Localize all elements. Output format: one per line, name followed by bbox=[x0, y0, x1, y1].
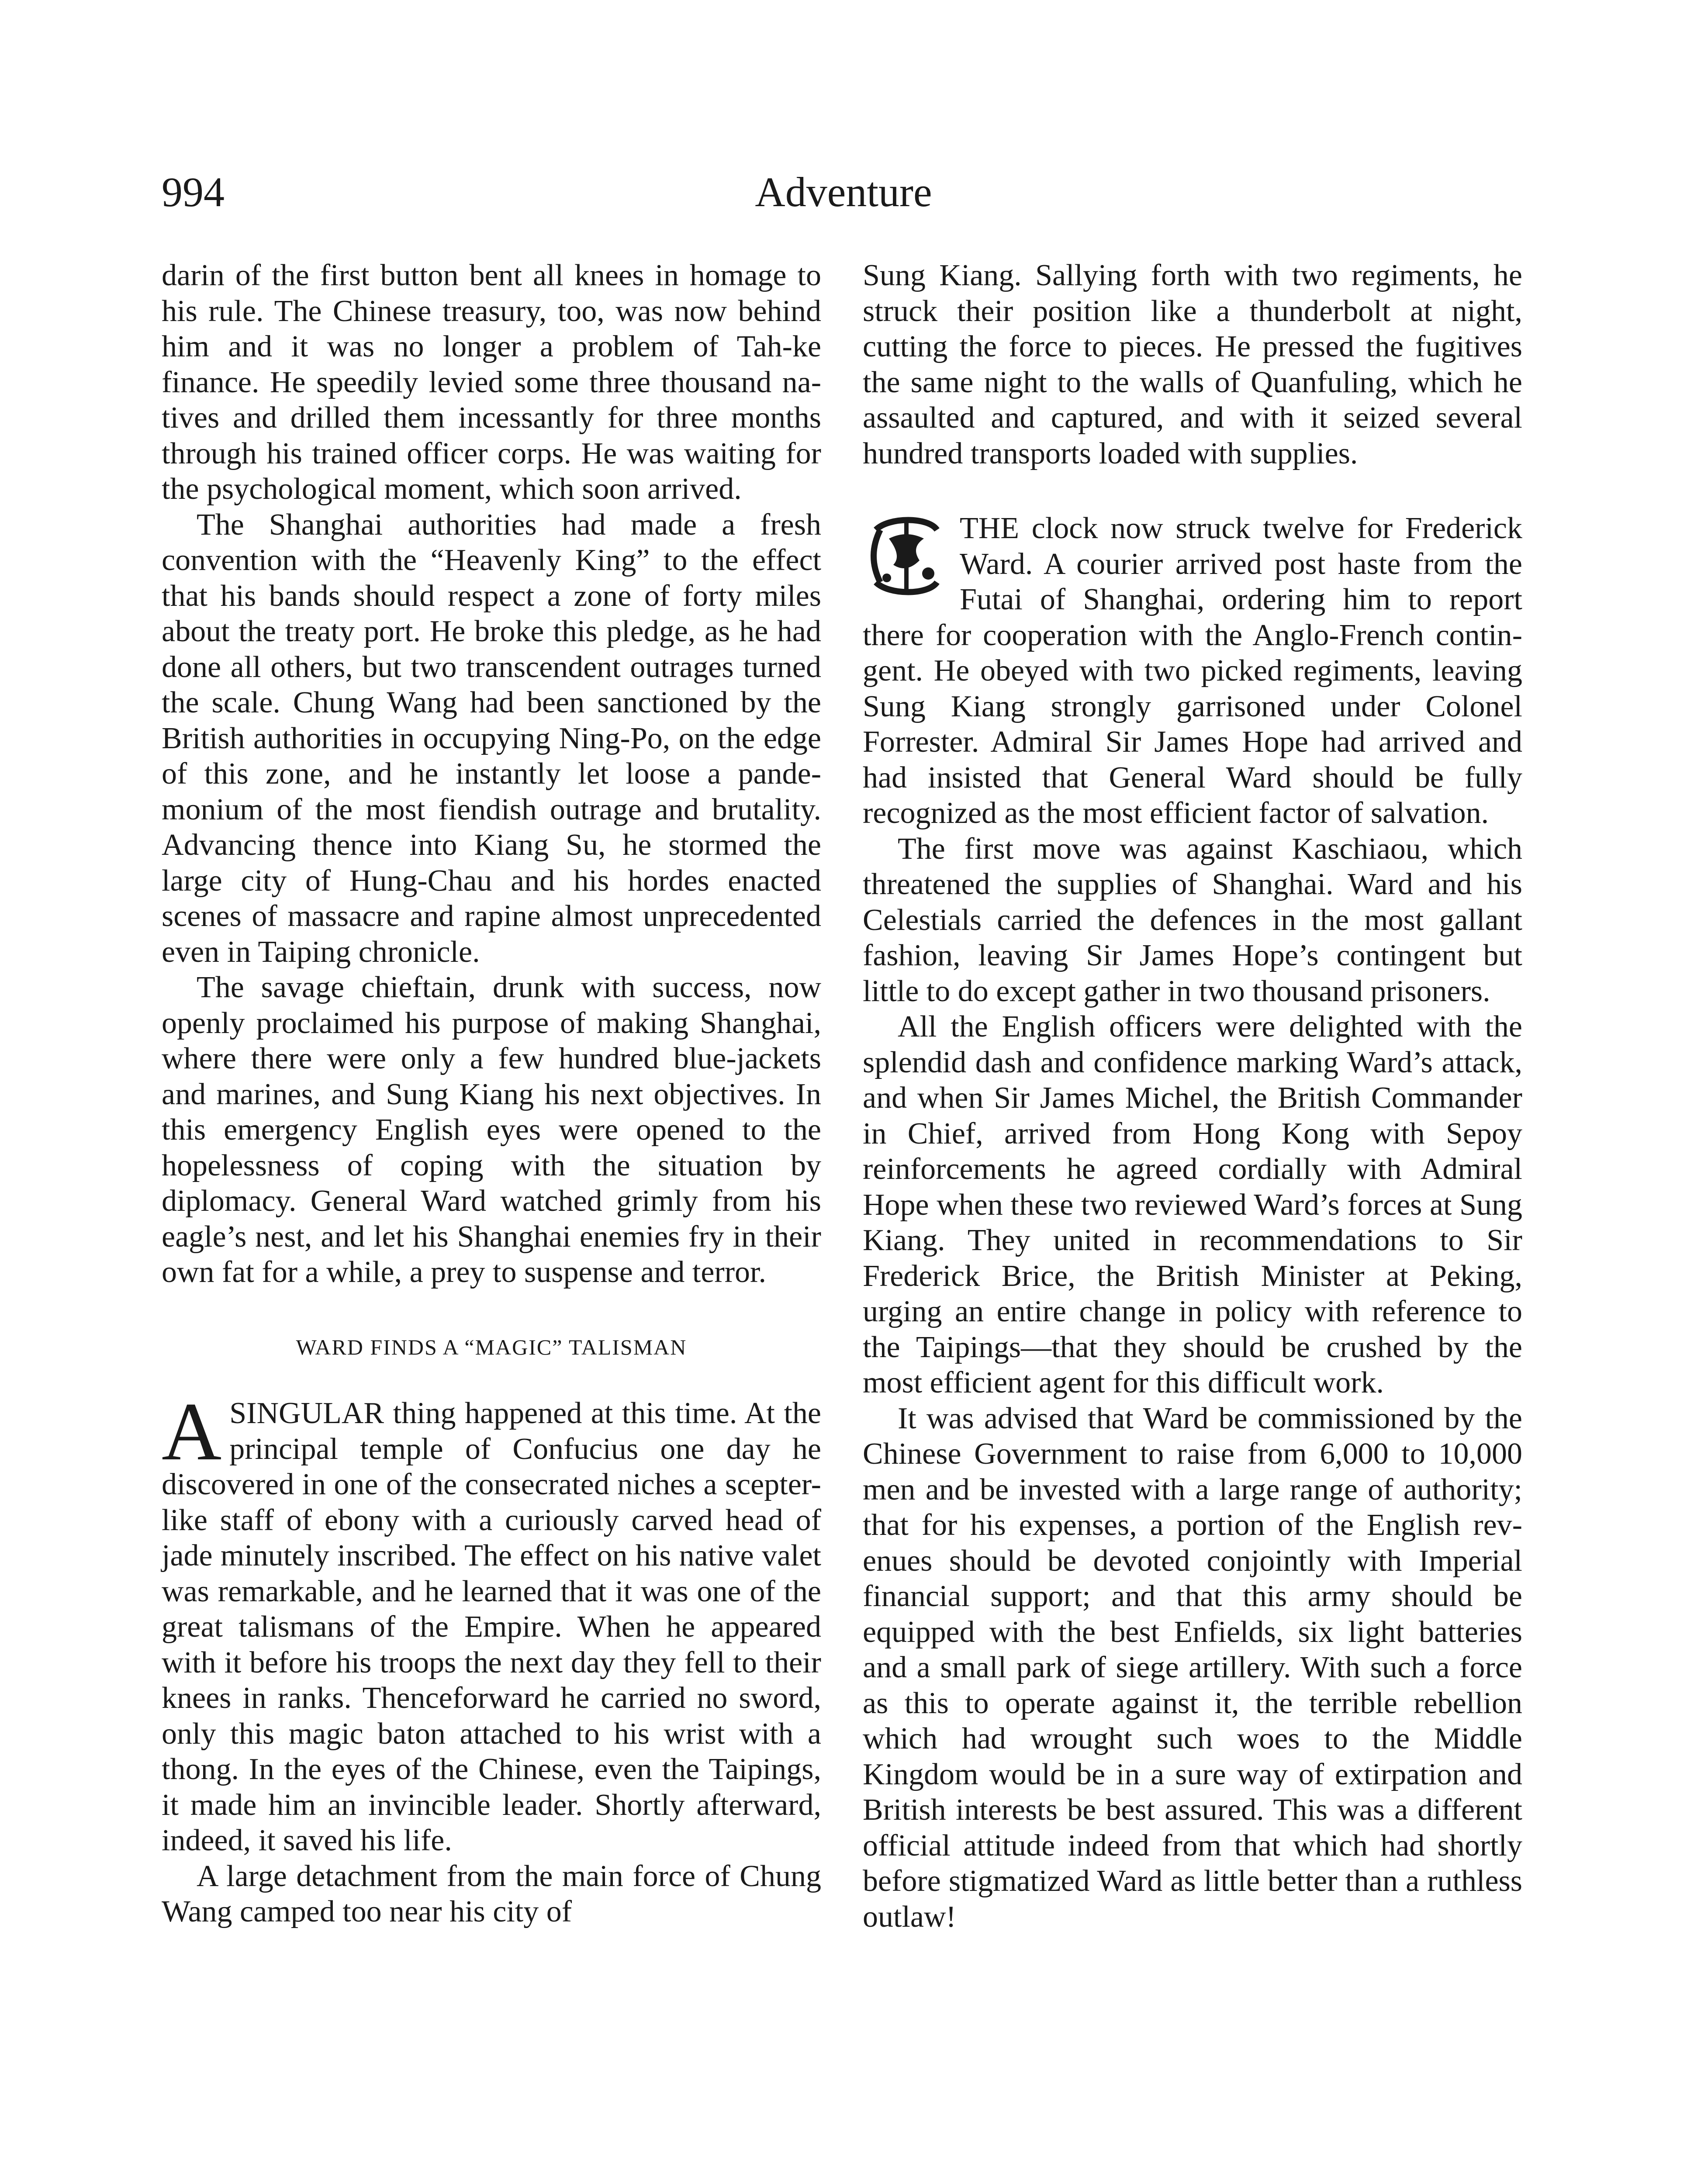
ornamental-initial-icon bbox=[863, 512, 950, 600]
paragraph: Sung Kiang. Sallying forth with two regiments, he struck their position like a thunderbolt at night, cutting the force to pieces. He pressed the fugitives the same night to the walls of Quanfuling, which he assaulted and captured, and with it seized several hundred transports loaded with supplies. bbox=[863, 259, 1522, 470]
paragraph bbox=[863, 511, 1522, 831]
paragraph: A large detachment from the main force of Chung Wang camped too near his city of bbox=[162, 1859, 821, 1928]
paragraph: The Shanghai authorities had made a fresh convention with the “Heavenly King” to the effect that his bands should respect a zone of forty miles about the treaty port. He broke this pledge, as he had done all others, but two transcendent outrages turned the scale. Chung Wang had been sanctioned by the British authorities in occupying Ning-Po, on the edge of this zone, and he instantly let loose a pandemonium of the most fiendish outrage and brutality. Advancing thence into Kiang Su, he stormed the large city of Hung-Chau and his hordes enacted scenes of massacre and rapine almost unprecedented even in Taiping chronicle. bbox=[162, 508, 821, 969]
right-column bbox=[863, 258, 1522, 1935]
section-heading: WARD FINDS A “MAGIC” TALISMAN bbox=[296, 1334, 687, 1359]
paragraph: darin of the first button bent all knees in homage to his rule. The Chinese treasury, too, was now behind him and it was no longer a problem of Tah-ke finance. He speedily levied some three thousand natives and drilled them incessantly for three months through his trained officer corps. He was waiting for the psychological moment, which soon arrived. bbox=[162, 259, 821, 506]
running-head-title: Adventure bbox=[755, 169, 932, 215]
drop-cap: A bbox=[162, 1386, 222, 1478]
paragraph-text: SINGULAR thing happened at this time. At the principal temple of Confucius one day he discovered in one of the consecrated niches a scepter-like staff of ebony with a curiously carved head of jade minutely inscribed. The effect on his native valet was remarkable, and he learned that it was one of the great talismans of the Empire. When he appeared with it before his troops the next day they fell to their knees in ranks. Thenceforward he carried no sword, only this magic baton attached to his wrist with a thong. In the eyes of the Chinese, even the Taipings, it made him an invincible leader. Shortly afterward, indeed, it saved his life. bbox=[162, 1396, 821, 1857]
left-column bbox=[162, 258, 821, 1930]
page-number: 994 bbox=[162, 169, 225, 215]
paragraph: It was advised that Ward be commissioned by the Chinese Government to raise from 6,000 to 10,000 men and be invested with a large range of authority; that for his expenses, a portion of the English revenues should be devoted conjointly with Imperial financial support; and that this army should be equipped with the best Enfields, six light batteries and a small park of siege artillery. With such a force as this to operate against it, the terrible rebellion which had wrought such woes to the Middle Kingdom would be in a sure way of extirpation and British interests be best assured. This was a different official attitude indeed from that which had shortly before stigmatized Ward as little better than a ruthless outlaw! bbox=[863, 1401, 1522, 1934]
paragraph-text: THE clock now struck twelve for Frederick Ward. A courier arrived post haste from the Futai of Shanghai, ordering him to report there for cooperation with the Anglo-French contingent. He obeyed with two picked regiments, leaving Sung Kiang strongly garrisoned under Colonel Forrester. Admiral Sir James Hope had arrived and had insisted that General Ward should be fully recognized as the most efficient factor of salvation. bbox=[863, 511, 1522, 830]
paragraph: The first move was against Kaschiaou, which threatened the supplies of Shanghai. Ward and his Celestials carried the defences in the most gallant fashion, leaving Sir James Hope’s contingent but little to do except gather in two thousand prisoners. bbox=[863, 832, 1522, 1008]
paragraph: The savage chieftain, drunk with success, now openly proclaimed his purpose of making Shanghai, where there were only a few hundred blue-jackets and marines, and Sung Kiang his next objectives. In this emergency English eyes were opened to the hopelessness of coping with the situation by diplomacy. General Ward watched grimly from his eagle’s nest, and let his Shanghai enemies fry in their own fat for a while, a prey to suspense and terror. bbox=[162, 971, 821, 1289]
paragraph bbox=[162, 1386, 821, 1859]
paragraph: All the English officers were delighted with the splendid dash and confidence marking Ward’s attack, and when Sir James Michel, the British Commander in Chief, arrived from Hong Kong with Sepoy reinforcements he agreed cordially with Admiral Hope when these two reviewed Ward’s forces at Sung Kiang. They united in recommendations to Sir Frederick Brice, the British Minister at Peking, urging an entire change in policy with reference to the Taipings—that they should be crushed by the most efficient agent for this difficult work. bbox=[863, 1010, 1522, 1400]
